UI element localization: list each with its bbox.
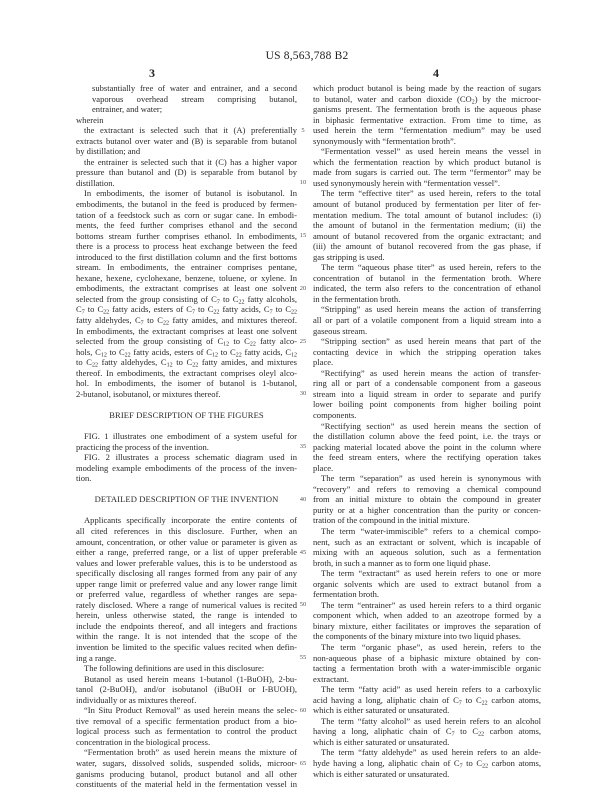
- text-line: logical process such as fermentation to control the product: [76, 726, 297, 737]
- text-line: mixing with an aqueous solution, such as a fermentation: [313, 547, 541, 558]
- text-line: organic solvents which are used to extract butanol from a: [313, 578, 541, 589]
- text-line: ments, the feed further comprises ethanol and the second: [76, 220, 297, 231]
- text-line: Butanol as used herein means 1-butanol (1-BuOH), 2-bu-: [84, 673, 297, 684]
- text-line: place.: [313, 357, 334, 368]
- text-line: from an initial mixture to obtain the compound in greater: [313, 494, 541, 505]
- text-line: place.: [313, 462, 334, 473]
- text-line: introduced to the first distillation column and the first bottoms: [76, 251, 297, 262]
- text-line: FIG. 1 illustrates one embodiment of a system useful for: [84, 431, 297, 442]
- text-line: the extractant is selected such that it (A) preferentially: [84, 125, 297, 136]
- text-line: individually or as mixtures thereof.: [76, 694, 197, 705]
- text-line: fatty aldehydes, $C_7$ to $C_{22}$ fatty amides, and mixtures thereof.: [76, 315, 298, 327]
- patent-number-header: US 8,563,788 B2: [265, 50, 349, 62]
- text-line: acid having a long, aliphatic chain of $C_7$ to $C_{22}$ carbon atoms,: [313, 694, 541, 707]
- text-line: broth, in such a manner as to form one liquid phase.: [313, 557, 491, 568]
- line-number: 10: [299, 179, 307, 187]
- text-line: “recovery” and refers to removing a chemical compound: [313, 483, 541, 494]
- text-line: specifically disclosing all ranges formed from any pair of any: [76, 568, 297, 579]
- text-line: tion.: [76, 473, 92, 484]
- text-line: The term “organic phase”, as used herein, refers to the: [321, 641, 541, 652]
- text-line: the entrainer is selected such that it (C) has a higher vapor: [84, 156, 297, 167]
- text-line: The term “separation” as used herein is synonymous with: [321, 473, 541, 484]
- text-line: the components of the binary mixture into two liquid phases.: [313, 631, 521, 642]
- text-line: having a long, aliphatic chain of $C_7$ to $C_{22}$ carbon atoms,: [313, 726, 542, 738]
- text-line: “Stripping section” as used herein means that part of the: [321, 336, 541, 347]
- text-line: ring all or part of a condensable component from a gaseous: [313, 378, 541, 389]
- text-line: which product butanol is being made by the reaction of sugars: [313, 83, 541, 93]
- text-line: within the range. It is not intended that the scope of the: [76, 631, 297, 642]
- line-number: 45: [299, 548, 307, 556]
- text-line: purity or at a higher concentration than the purity or concen-: [313, 504, 541, 515]
- text-line: extracts butanol over water and (B) is separable from butanol: [76, 135, 297, 146]
- text-line: bottoms stream further comprises ethanol. In embodiments,: [76, 230, 297, 241]
- text-line: component which, when added to an azeotrope formed by a: [313, 610, 541, 621]
- text-line: The term “aqueous phase titer” as used herein, refers to the: [321, 262, 541, 273]
- text-line: $C_7$ to $C_{22}$ fatty acids, esters of $C_7$ to $C_{22}$ fatty acids, $C_7$ to $C_{22}$: [76, 304, 298, 316]
- text-line: tanol (2-BuOH), and/or isobutanol (iBuOH or I-BUOH),: [76, 684, 297, 695]
- text-line: tration of the compound in the initial mixture.: [313, 515, 470, 526]
- text-line: upper range limit or preferred value and any lower range limit: [76, 578, 297, 589]
- line-number: 15: [299, 232, 307, 240]
- text-line: hols, $C_{12}$ to $C_{22}$ fatty acids, esters of $C_{12}$ to $C_{22}$ fatty acids, $C_{12}$: [76, 346, 298, 359]
- text-line: contacting device in which the stripping operation takes: [313, 346, 541, 357]
- text-line: lower boiling point components from higher boiling point: [313, 399, 541, 410]
- text-line: (iii) the amount of butanol recovered from the gas phase, if: [313, 241, 541, 252]
- text-line: which is either saturated or unsaturated.: [313, 705, 450, 716]
- text-line: all cited references in this disclosure. Further, when an: [76, 525, 297, 536]
- text-line: [76, 399, 297, 410]
- text-line: which the fermentation reaction by which product butanol is: [313, 156, 541, 167]
- text-line: modeling example embodiments of the process of the inven-: [76, 462, 297, 473]
- text-line: FIG. 2 illustrates a process schematic diagram used in: [84, 452, 297, 463]
- text-line: [76, 421, 297, 432]
- text-line: selected from the group consisting of $C_{12}$ to $C_{22}$ fatty alco-: [76, 336, 297, 348]
- text-line: selected from the group consisting of $C_7$ to $C_{22}$ fatty alcohols,: [76, 293, 298, 306]
- text-line: substantially free of water and entrainer, and a second: [92, 83, 297, 93]
- text-line: nent, such as an extractant or solvent, which is incapable of: [313, 536, 541, 547]
- text-line: The term “effective titer” as used herein, refers to the total: [321, 188, 541, 199]
- text-line: which is either saturated or unsaturated.: [313, 736, 450, 747]
- text-column-right: [313, 83, 541, 779]
- text-line: “In Situ Product Removal” as used herein means the selec-: [84, 705, 297, 716]
- text-line: The term “entrainer” as used herein refers to a third organic: [321, 599, 541, 610]
- text-line: stream. In embodiments, the entrainer comprises pentane,: [76, 262, 297, 273]
- text-line: [76, 484, 297, 495]
- text-line: hyde having a long, aliphatic chain of $C_7$ to $C_{22}$ carbon atoms,: [313, 758, 542, 770]
- line-number: 30: [299, 390, 307, 398]
- text-line: used synonymously herein with “fermentation vessel”.: [313, 177, 501, 188]
- text-line: in the fermentation broth.: [313, 293, 401, 304]
- line-number: 20: [299, 284, 307, 292]
- text-line: “Rectifying” as used herein means the action of transfer-: [321, 367, 541, 378]
- text-line: The term “water-immiscible” refers to a chemical compo-: [321, 525, 541, 536]
- text-line: mentation medium. The total amount of butanol includes: (i): [313, 209, 541, 220]
- line-number: 40: [299, 495, 307, 503]
- text-line: packing material located above the point in the column where: [313, 441, 541, 452]
- text-line: embodiments, the butanol in the feed is produced by fermen-: [76, 199, 297, 210]
- text-line: there is a process to process heat exchange between the feed: [76, 241, 297, 252]
- text-line: to $C_{22}$ fatty aldehydes, $C_{12}$ to $C_{22}$ fatty amides, and mixtures: [76, 357, 297, 369]
- text-line: wherein: [76, 114, 104, 125]
- text-line: all or part of a volatile component from a liquid stream into a: [313, 315, 541, 326]
- text-line: [76, 505, 297, 516]
- text-line: embodiments, the extractant comprises at least one solvent: [76, 283, 297, 294]
- text-line: hexane, hexene, cyclohexane, benzene, toluene, or xylene. In: [76, 272, 297, 283]
- text-line: The following definitions are used in this disclosure:: [84, 663, 265, 674]
- text-line: ganisms producing butanol, product butanol and all other: [76, 768, 297, 779]
- text-line: ing a range.: [76, 652, 117, 663]
- text-line: water, sugars, dissolved solids, suspended solids, microor-: [76, 758, 297, 768]
- text-line: concentration of butanol in the fermentation broth. Where: [313, 272, 541, 283]
- text-line: rately disclosed. Where a range of numerical values is recited: [76, 599, 297, 610]
- text-line: components.: [313, 409, 357, 420]
- text-line: by distillation; and: [76, 146, 141, 157]
- text-line: vaporous overhead stream comprising butanol,: [92, 93, 297, 104]
- text-line: “Rectifying section” as used herein means the section of: [321, 420, 541, 431]
- text-line: used herein the term “fermentation medium” may be used: [313, 125, 541, 136]
- text-line: tive removal of a specific fermentation product from a bio-: [76, 715, 297, 726]
- text-line: “Fermentation vessel” as used herein means the vessel in: [321, 146, 541, 157]
- text-line: Applicants specifically incorporate the entire contents of: [84, 515, 297, 526]
- text-line: gas stripping is used.: [313, 251, 385, 262]
- text-line: binary mixture, either facilitates or improves the separation of: [313, 620, 541, 631]
- line-number: 65: [299, 759, 307, 767]
- text-line: stream into a liquid stream in order to separate and purify: [313, 388, 541, 399]
- column-number-left: 3: [149, 66, 155, 80]
- line-number: 35: [299, 443, 307, 451]
- text-line: amount, concentration, or other value or parameter is given as: [76, 536, 297, 547]
- text-line: ganisms present. The fermentation broth is the aqueous phase: [313, 104, 541, 115]
- line-number: 5: [301, 126, 305, 134]
- text-line: The term “fatty alcohol” as used herein refers to an alcohol: [321, 715, 541, 726]
- text-line: indicated, the term also refers to the concentration of ethanol: [313, 283, 541, 294]
- text-line: the amount of butanol in the fermentation medium; (ii) the: [313, 220, 541, 231]
- line-number: 55: [299, 654, 307, 662]
- text-line: thereof. In embodiments, the extractant comprises oleyl alco-: [76, 367, 297, 378]
- text-line: The term “extractant” as used herein refers to one or more: [321, 568, 541, 579]
- text-line: values and lower preferable values, this is to be understood as: [76, 557, 297, 568]
- text-line: In embodiments, the isomer of butanol is isobutanol. In: [84, 188, 297, 199]
- text-line: tacting a fermentation broth with a water-immiscible organic: [313, 663, 541, 674]
- text-line: The term “fatty aldehyde” as used herein refers to an alde-: [321, 747, 541, 758]
- text-line: the distillation column above the feed point, i.e. the trays or: [313, 431, 541, 442]
- text-line: “Fermentation broth” as used herein means the mixture of: [84, 747, 297, 758]
- text-line: fermentation broth.: [313, 589, 379, 600]
- text-line: amount of butanol recovered from the organic extractant; and: [313, 230, 541, 241]
- text-line: non-aqueous phase of a biphasic mixture obtained by con-: [313, 652, 541, 663]
- text-line: tation of a feedstock such as corn or sugar cane. In embodi-: [76, 209, 297, 220]
- section-heading: DETAILED DESCRIPTION OF THE INVENTION: [94, 494, 279, 505]
- text-line: constituents of the material held in the fermentation vessel in: [76, 779, 297, 790]
- text-line: synonymously with “fermentation broth”.: [313, 135, 456, 146]
- text-line: made from sugars is carried out. The term “fermentor” may be: [313, 167, 541, 178]
- text-line: In embodiments, the extractant comprises at least one solvent: [76, 325, 297, 336]
- text-line: hol. In embodiments, the isomer of butanol is 1-butanol,: [76, 378, 297, 389]
- line-number: 50: [299, 601, 307, 609]
- text-line: extractant.: [313, 673, 349, 684]
- line-number: 25: [299, 337, 307, 345]
- text-line: distillation.: [76, 177, 115, 188]
- text-line: pressure than butanol and (D) is separable from butanol by: [76, 167, 297, 178]
- text-line: include the endpoints thereof, and all integers and fractions: [76, 620, 297, 631]
- text-line: or preferred value, regardless of whether ranges are sepa-: [76, 589, 297, 600]
- text-line: entrainer, and water;: [92, 104, 163, 115]
- text-line: herein, unless otherwise stated, the range is intended to: [76, 610, 297, 621]
- text-line: concentration in the biological process.: [76, 736, 211, 747]
- text-line: invention be limited to the specific values recited when defin-: [76, 641, 297, 652]
- text-line: either a range, preferred range, or a list of upper preferable: [76, 547, 297, 558]
- text-line: 2-butanol, isobutanol, or mixtures thereof.: [76, 388, 221, 399]
- text-column-left: [76, 83, 297, 790]
- column-number-right: 4: [433, 66, 439, 80]
- text-line: “Stripping” as used herein means the action of transferring: [321, 304, 541, 315]
- text-line: to butanol, water and carbon dioxide $(CO_2)$ by the microor-: [313, 93, 541, 106]
- text-line: practicing the process of the invention.: [76, 441, 209, 452]
- text-line: which is either saturated or unsaturated.: [313, 768, 450, 779]
- line-number: 60: [299, 706, 307, 714]
- text-line: amount of butanol produced by fermentation per liter of fer-: [313, 199, 541, 210]
- text-line: the feed stream enters, where the rectifying operation takes: [313, 452, 541, 463]
- text-line: in biphasic fermentative extraction. From time to time, as: [313, 114, 541, 125]
- text-line: gaseous stream.: [313, 325, 368, 336]
- section-heading: BRIEF DESCRIPTION OF THE FIGURES: [109, 409, 264, 420]
- text-line: The term “fatty acid” as used herein refers to a carboxylic: [321, 684, 541, 695]
